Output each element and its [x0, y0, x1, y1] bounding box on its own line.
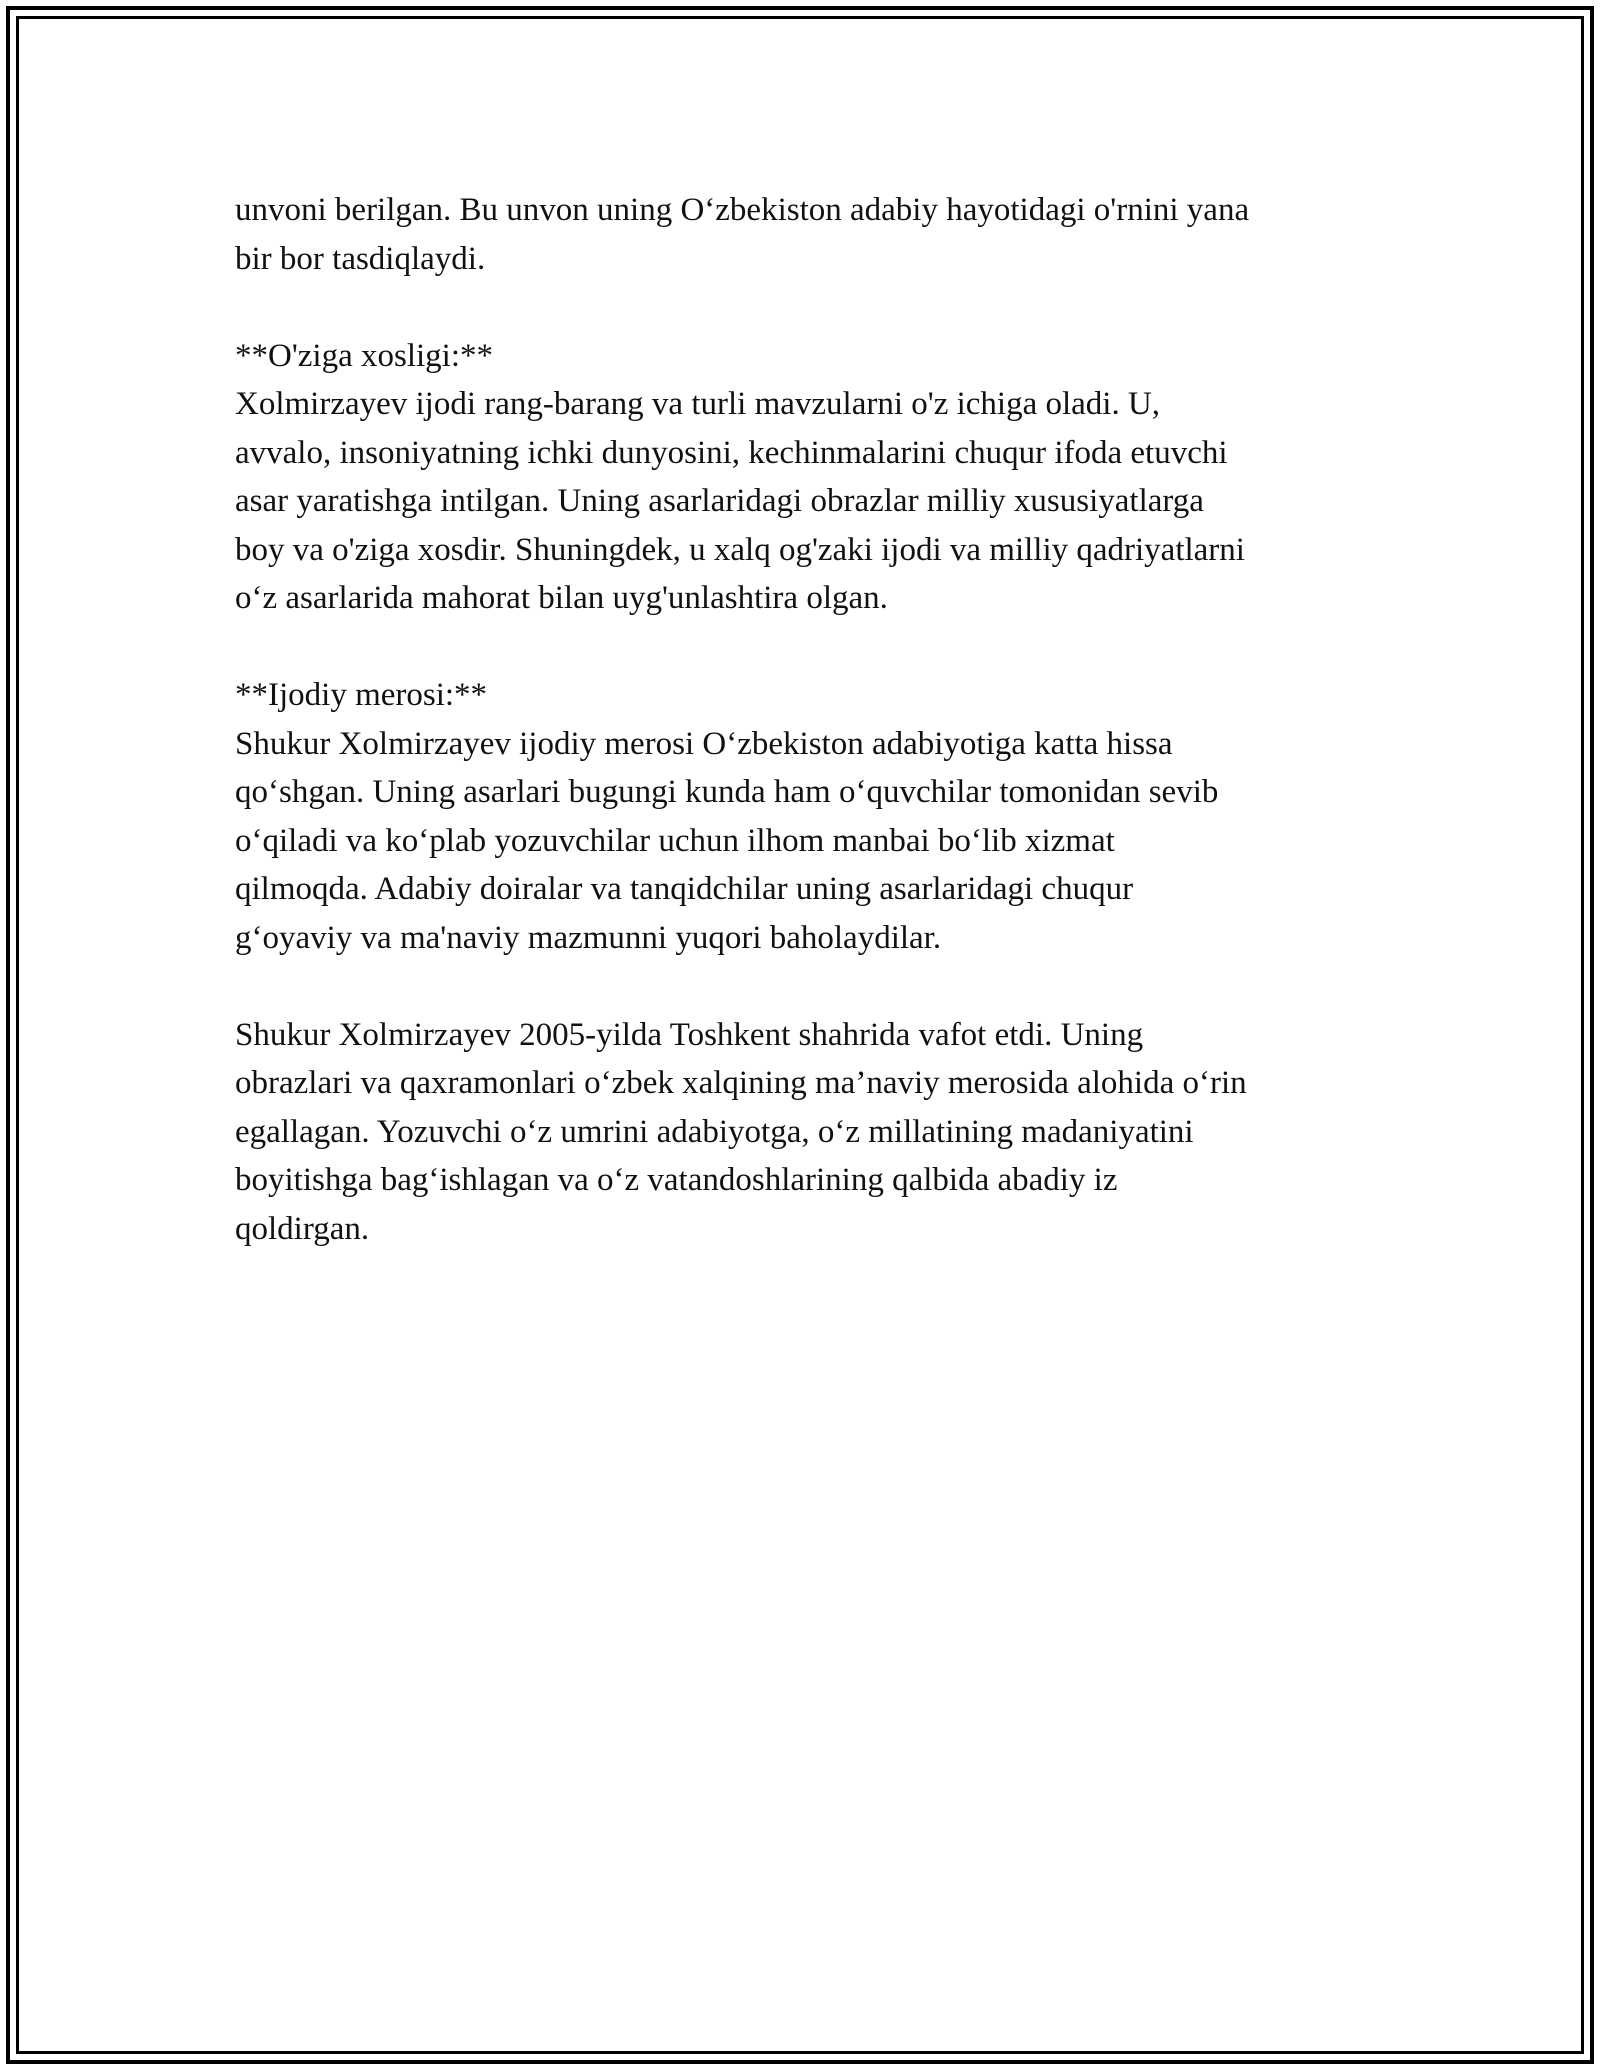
paragraph-ijodiy-merosi: **Ijodiy merosi:** Shukur Xolmirzayev ijodiy merosi O‘zbekiston adabiyotiga katta hissa qo‘shgan. Uning asarlari bugungi kunda ham o‘quvchilar tomonidan sevib o‘qiladi va ko‘plab yozuvchilar uchun ilhom manbai bo‘lib xizmat qilmoqda. Adabiy doiralar va tanqidchilar uning asarlaridagi chuqur g‘oyaviy va ma'naviy mazmunni yuqori baholaydilar.	[235, 677, 1219, 956]
document-body	[235, 186, 1395, 1253]
paragraph-spacer	[235, 283, 1395, 332]
paragraph-spacer	[235, 962, 1395, 1011]
paragraph-intro: unvoni berilgan. Bu unvon uning O‘zbekiston adabiy hayotidagi o'rnini yana bir bor tasdiqlaydi.	[235, 192, 1250, 277]
paragraph-closing: Shukur Xolmirzayev 2005-yilda Toshkent shahrida vafot etdi. Uning obrazlari va qaxramonlari o‘zbek xalqining ma’naviy merosida alohida o‘rin egallagan. Yozuvchi o‘z umrini adabiyotga, o‘z millatining madaniyatini boyitishga bag‘ishlagan va o‘z vatandoshlarining qalbida abadiy iz qoldirgan.	[235, 1016, 1247, 1247]
paragraph-spacer	[235, 623, 1395, 672]
paragraph-oziga-xosligi: **O'ziga xosligi:** Xolmirzayev ijodi rang-barang va turli mavzularni o'z ichiga oladi. U, avvalo, insoniyatning ichki dunyosini, kechinmalarini chuqur ifoda etuvchi asar yaratishga intilgan. Uning asarlaridagi obrazlar milliy xususiyatlarga boy va o'ziga xosdir. Shuningdek, u xalq og'zaki ijodi va milliy qadriyatlarni o‘z asarlarida mahorat bilan uyg'unlashtira olgan.	[235, 337, 1245, 616]
